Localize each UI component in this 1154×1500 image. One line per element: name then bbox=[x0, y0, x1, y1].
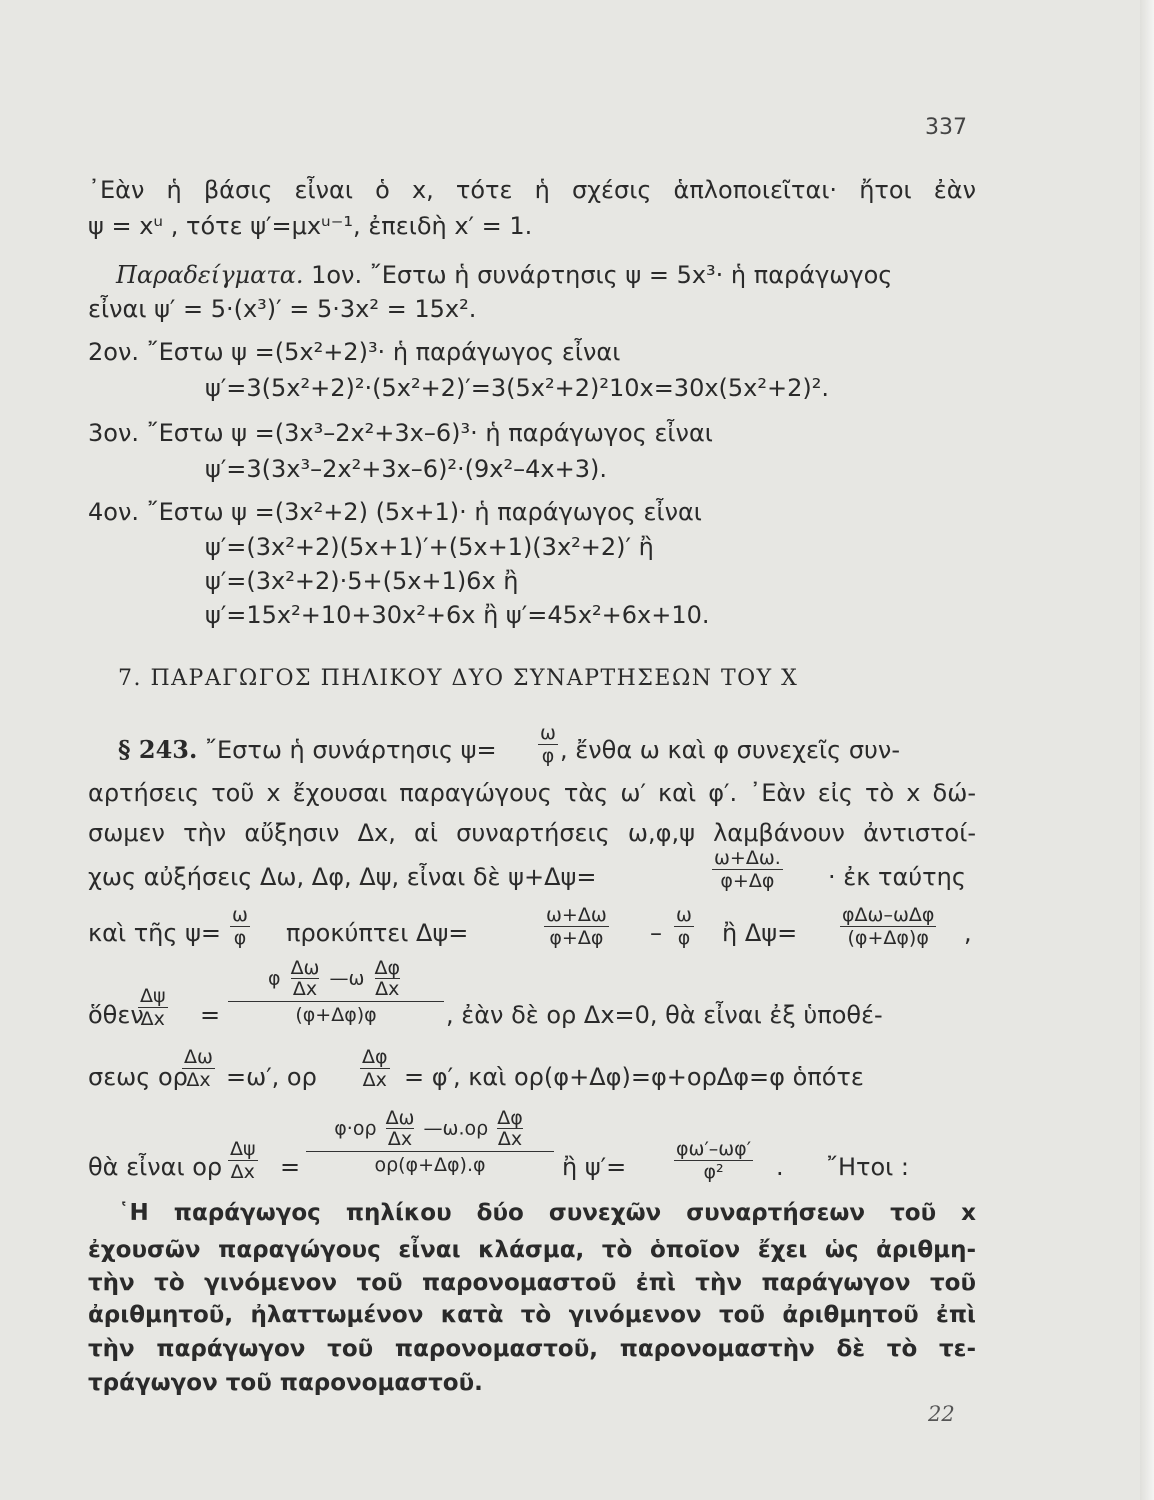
fraction-numerator: Δω bbox=[385, 1107, 415, 1129]
fraction-denominator: Δx bbox=[182, 1068, 215, 1091]
fraction-denominator: Δx bbox=[228, 1160, 258, 1183]
fraction-numerator: Δψ bbox=[230, 1138, 256, 1160]
intro-line-1: ᾿Εὰν ἡ βάσις εἶναι ὁ x, τότε ἡ σχέσις ἁπλοποιεῖται· ἤτοι ἐὰν bbox=[88, 176, 976, 204]
fraction-denominator: Δx bbox=[291, 978, 320, 999]
section-text-6a: ὅθεν bbox=[88, 1001, 144, 1029]
minus-omega-limit: —ω.ορ bbox=[423, 1117, 489, 1140]
example-4-line-2: ψ′=(3x²+2)(5x+1)′+(5x+1)(3x²+2)′ ἢ bbox=[205, 533, 654, 561]
example-3-line-1: 3ον. ῎Εστω ψ =(3x³–2x²+3x–6)³· ἡ παράγωγος εἶναι bbox=[88, 419, 713, 447]
fraction-delta-psi bbox=[840, 904, 936, 949]
signature-mark: 22 bbox=[928, 1402, 955, 1426]
example-1-line-1 bbox=[116, 260, 892, 290]
example-4-line-3: ψ′=(3x²+2)·5+(5x+1)6x ἢ bbox=[205, 567, 519, 595]
fraction-omega-over-phi-2 bbox=[230, 904, 250, 949]
fraction-domega-dx-3 bbox=[386, 1108, 415, 1149]
example-4-line-4: ψ′=15x²+10+30x²+6x ἢ ψ′=45x²+6x+10. bbox=[205, 601, 710, 629]
fraction-numerator: φω′–ωφ′ bbox=[676, 1138, 752, 1160]
fraction-domega-dx bbox=[291, 958, 320, 999]
period: . bbox=[776, 1153, 784, 1181]
fraction-numerator: Δφ bbox=[497, 1107, 523, 1129]
fraction-numerator: ω bbox=[540, 722, 556, 744]
section-text-8b: ἢ ψ′= bbox=[562, 1153, 627, 1181]
compound-numerator bbox=[268, 958, 404, 999]
fraction-numerator: Δψ bbox=[140, 985, 166, 1007]
fraction-denominator: φ bbox=[230, 926, 250, 949]
section-line-1a bbox=[118, 735, 497, 765]
section-text-8a: θὰ εἶναι ορ bbox=[88, 1153, 223, 1181]
fraction-denominator: φ bbox=[538, 744, 558, 767]
intro-line-2: ψ = xᵘ , τότε ψ′=μxᵘ⁻¹, ἐπειδὴ x′ = 1. bbox=[88, 212, 533, 240]
equals-sign-2: = bbox=[280, 1153, 301, 1181]
page-edge bbox=[1140, 0, 1154, 1500]
page-number: 337 bbox=[925, 115, 967, 140]
fraction-denominator: Δx bbox=[386, 1128, 415, 1149]
fraction-domega-dx-2 bbox=[182, 1046, 215, 1091]
theorem-line-2: ἐχουσῶν παραγώγους εἶναι κλάσμα, τὸ ὁποῖον ἔχει ὡς ἀριθμη- bbox=[88, 1237, 976, 1263]
fraction-omega-over-phi-3 bbox=[674, 904, 694, 949]
fraction-denominator: φ² bbox=[674, 1160, 753, 1183]
compound-denominator: (φ+Δφ)φ bbox=[228, 1001, 444, 1028]
example-3-line-2: ψ′=3(3x³–2x²+3x–6)²·(9x²–4x+3). bbox=[205, 455, 607, 483]
phi-limit: φ·ορ bbox=[334, 1117, 377, 1140]
section-text-5c: ἢ Δψ= bbox=[722, 919, 798, 947]
fraction-numerator: φΔω–ωΔφ bbox=[842, 904, 935, 926]
section-text-7c: = φ′, καὶ ορ(φ+Δφ)=φ+ορΔφ=φ ὁπότε bbox=[404, 1063, 864, 1091]
section-text-5a: καὶ τῆς ψ= bbox=[88, 919, 222, 947]
fraction-denominator: Δx bbox=[138, 1007, 168, 1030]
fraction-dphi-dx-2 bbox=[360, 1046, 390, 1091]
example-2-line-2: ψ′=3(5x²+2)²·(5x²+2)′=3(5x²+2)²10x=30x(5x²+2)². bbox=[205, 374, 829, 402]
fraction-denominator: φ bbox=[674, 926, 694, 949]
minus-omega: —ω bbox=[329, 967, 365, 990]
section-text-6b: , ἐὰν δὲ ορ Δx=0, θὰ εἶναι ἐξ ὑποθέ- bbox=[446, 1001, 883, 1029]
theorem-line-5: τὴν παράγωγον τοῦ παρονομαστοῦ, παρονομαστὴν δὲ τὸ τε- bbox=[88, 1336, 976, 1362]
section-text-8d: ῎Ητοι : bbox=[826, 1153, 910, 1181]
section-text-1a: ῎Εστω ἡ συνάρτησις ψ= bbox=[205, 736, 497, 764]
fraction-numerator: Δφ bbox=[362, 1046, 388, 1068]
equals-sign: = bbox=[200, 1001, 221, 1029]
example-4-line-1: 4ον. ῎Εστω ψ =(3x²+2) (5x+1)· ἡ παράγωγος εἶναι bbox=[88, 498, 702, 526]
section-line-3: σωμεν τὴν αὔξησιν Δx, αἱ συναρτήσεις ω,φ,ψ λαμβάνουν ἀντιστοί- bbox=[88, 819, 976, 847]
fraction-denominator: φ+Δφ bbox=[712, 869, 783, 892]
section-line-2: αρτήσεις τοῦ x ἔχουσαι παραγώγους τὰς ω′ καὶ φ′. ᾿Εὰν εἰς τὸ x δώ- bbox=[88, 779, 976, 807]
example-2-line-1: 2ον. ῎Εστω ψ =(5x²+2)³· ἡ παράγωγος εἶναι bbox=[88, 338, 621, 366]
compound-fraction-1 bbox=[228, 958, 444, 1028]
fraction-omega-plus-delta bbox=[544, 904, 609, 949]
compound-numerator bbox=[334, 1108, 526, 1149]
minus-sign: – bbox=[650, 919, 662, 947]
fraction-omega-over-phi-1 bbox=[538, 722, 558, 767]
examples-title: Παραδείγματα. bbox=[116, 261, 304, 289]
fraction-denominator: Δx bbox=[497, 1128, 523, 1150]
section-text-7a: σεως ορ bbox=[88, 1063, 188, 1091]
section-text-5b: προκύπτει Δψ= bbox=[286, 919, 469, 947]
theorem-line-1: ῾Η παράγωγος πηλίκου δύο συνεχῶν συναρτήσεων τοῦ x bbox=[118, 1200, 976, 1226]
fraction-numerator: ω bbox=[676, 904, 692, 926]
fraction-dpsi-dx-1 bbox=[138, 985, 168, 1030]
section-mark: § 243. bbox=[118, 735, 198, 764]
theorem-line-6: τράγωγον τοῦ παρονομαστοῦ. bbox=[88, 1370, 483, 1396]
fraction-denominator: Δx bbox=[360, 1068, 390, 1091]
section-heading: 7. ΠΑΡΑΓΩΓΟΣ ΠΗΛΙΚΟΥ ΔΥΟ ΣΥΝΑΡΤΗΣΕΩΝ ΤΟΥ Χ bbox=[118, 666, 799, 691]
section-text-4a: χως αὐξήσεις Δω, Δφ, Δψ, εἶναι δὲ ψ+Δψ= bbox=[88, 863, 597, 891]
section-text-7b: =ω′, ορ bbox=[226, 1063, 317, 1091]
fraction-denominator: φ+Δφ bbox=[544, 926, 609, 949]
fraction-denominator: (φ+Δφ)φ bbox=[840, 926, 936, 949]
fraction-numerator: Δφ bbox=[374, 957, 401, 979]
theorem-line-4: ἀριθμητοῦ, ἠλαττωμένον κατὰ τὸ γινόμενον τοῦ ἀριθμητοῦ ἐπὶ bbox=[88, 1302, 976, 1328]
fraction-numerator: Δω bbox=[290, 957, 320, 979]
example-1-text: 1ον. ῎Εστω ἡ συνάρτησις ψ = 5x³· ἡ παράγωγος bbox=[311, 261, 893, 289]
fraction-dphi-dx-3 bbox=[497, 1108, 523, 1149]
fraction-dphi-dx bbox=[375, 958, 401, 999]
fraction-numerator: ω+Δω bbox=[546, 904, 607, 926]
fraction-numerator: ω+Δω. bbox=[714, 847, 781, 869]
comma: , bbox=[964, 919, 972, 947]
compound-denominator: ορ(φ+Δφ).φ bbox=[306, 1151, 554, 1178]
section-text-1b: , ἔνθα ω καὶ φ συνεχεῖς συν- bbox=[560, 736, 900, 764]
example-1-line-2: εἶναι ψ′ = 5·(x³)′ = 5·3x² = 15x². bbox=[88, 295, 477, 323]
fraction-denominator: Δx bbox=[375, 978, 400, 1000]
fraction-numerator: ω bbox=[232, 904, 248, 926]
section-text-4b: · ἐκ ταύτης bbox=[828, 863, 966, 891]
fraction-numerator: Δω bbox=[184, 1046, 213, 1068]
theorem-line-3: τὴν τὸ γινόμενον τοῦ παρονομαστοῦ ἐπὶ τὴν παράγωγον τοῦ bbox=[88, 1270, 976, 1296]
compound-fraction-2 bbox=[306, 1108, 554, 1178]
fraction-dpsi-dx-2 bbox=[228, 1138, 258, 1183]
fraction-result bbox=[674, 1138, 753, 1183]
phi-symbol: φ bbox=[267, 967, 281, 990]
fraction-psi-increment bbox=[712, 847, 783, 892]
